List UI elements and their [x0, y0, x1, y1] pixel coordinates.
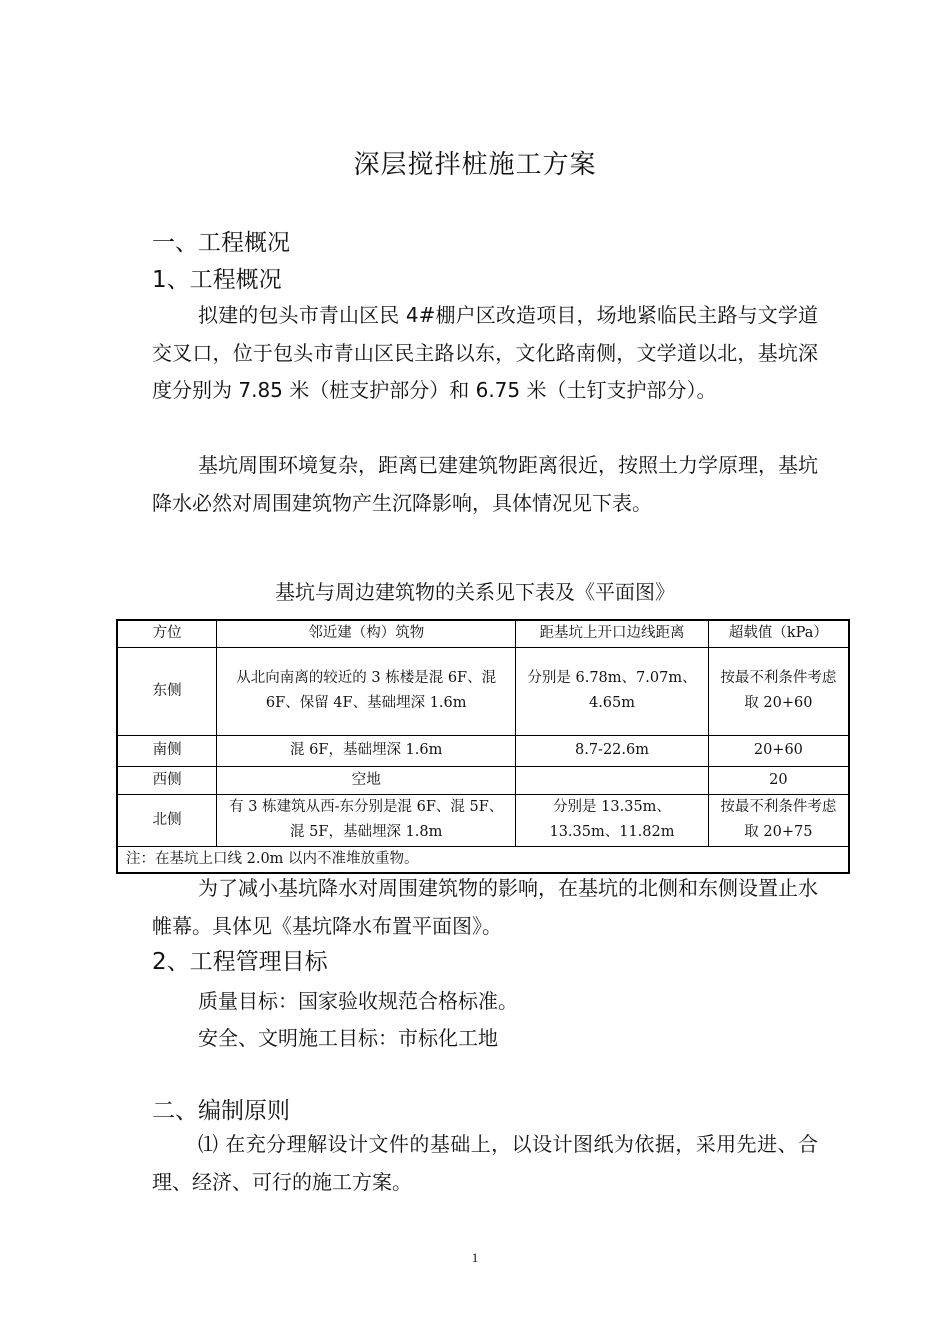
table-cell: 按最不利条件考虑取 20+75 — [708, 794, 849, 846]
table-note: 注：在基坑上口线 2.0m 以内不准堆放重物。 — [117, 846, 849, 873]
table-caption: 基坑与周边建筑物的关系见下表及《平面图》 — [275, 580, 675, 604]
table-cell: 8.7-22.6m — [516, 735, 709, 766]
table-row — [117, 647, 849, 735]
table-note-row — [117, 846, 849, 873]
relationship-table — [116, 619, 850, 874]
table-cell: 从北向南离的较近的 3 栋楼是混 6F、混 6F、保留 4F、基础埋深 1.6m — [217, 647, 516, 735]
subsection-heading-goals: 2、工程管理目标 — [152, 949, 328, 975]
table-cell: 空地 — [217, 766, 516, 794]
paragraph-water-curtain: 为了减小基坑降水对周围建筑物的影响，在基坑的北侧和东侧设置止水帷幕。具体见《基坑降水布置平面图》。 — [152, 876, 818, 938]
paragraph-principle-1: ⑴ 在充分理解设计文件的基础上，以设计图纸为依据，采用先进、合理、经济、可行的施工方案。 — [152, 1132, 818, 1194]
table-cell: 20+60 — [708, 735, 849, 766]
paragraph-project-location: 拟建的包头市青山区民 4#棚户区改造项目，场地紧临民主路与文学道交叉口，位于包头市青山区民主路以东，文化路南侧，文学道以北，基坑深度分别为 7.85 米（桩支护部分）和 6.75 米（土钉支护部分）。 — [152, 303, 818, 402]
paragraph-environment: 基坑周围环境复杂，距离已建建筑物距离很近，按照土力学原理，基坑降水必然对周围建筑物产生沉降影响，具体情况见下表。 — [152, 453, 818, 515]
table-header-row — [117, 620, 849, 647]
table-row — [117, 794, 849, 846]
table-cell: 东侧 — [117, 647, 217, 735]
table-cell: 混 6F，基础埋深 1.6m — [217, 735, 516, 766]
page-number: 1 — [471, 1250, 479, 1265]
section-heading-overview: 一、工程概况 — [152, 230, 290, 256]
table-cell: 按最不利条件考虑取 20+60 — [708, 647, 849, 735]
table-cell: 西侧 — [117, 766, 217, 794]
document-title: 深层搅拌桩施工方案 — [353, 150, 597, 180]
header-cell: 方位 — [117, 620, 217, 647]
safety-goal: 安全、文明施工目标：市标化工地 — [198, 1026, 498, 1050]
table-row — [117, 766, 849, 794]
header-cell: 距基坑上开口边线距离 — [516, 620, 709, 647]
table-cell: 分别是 6.78m、7.07m、4.65m — [516, 647, 709, 735]
section-heading-principles: 二、编制原则 — [152, 1098, 290, 1124]
table-cell: 分别是 13.35m、13.35m、11.82m — [516, 794, 709, 846]
table-cell: 南侧 — [117, 735, 217, 766]
table-cell — [516, 766, 709, 794]
table-cell: 有 3 栋建筑从西-东分别是混 6F、混 5F、混 5F，基础埋深 1.8m — [217, 794, 516, 846]
header-cell: 超载值（kPa） — [708, 620, 849, 647]
table-cell: 20 — [708, 766, 849, 794]
quality-goal: 质量目标：国家验收规范合格标准。 — [198, 989, 518, 1013]
table-cell: 北侧 — [117, 794, 217, 846]
table-row — [117, 735, 849, 766]
subsection-heading-overview: 1、工程概况 — [152, 267, 282, 293]
header-cell: 邻近建（构）筑物 — [217, 620, 516, 647]
